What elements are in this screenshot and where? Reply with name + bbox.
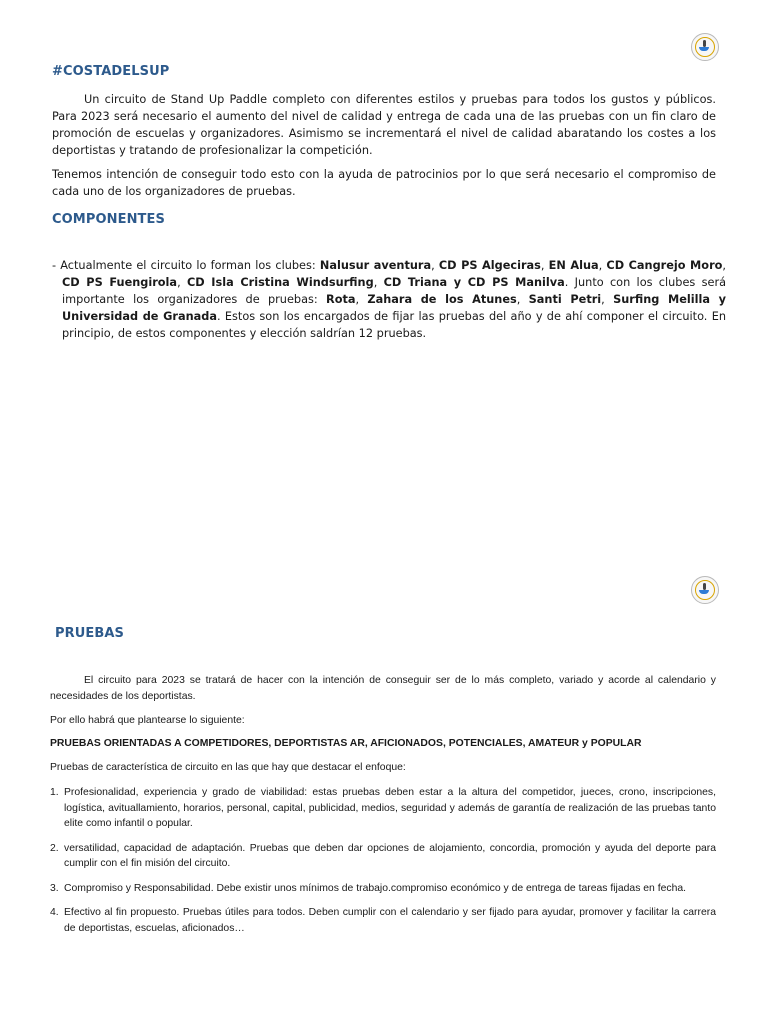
club-name: CD PS Algeciras: [438, 259, 541, 272]
section-heading-pruebas: PRUEBAS: [55, 626, 125, 641]
bullet-text: Actualmente el circuito lo forman los clubes:: [56, 259, 320, 272]
club-name: CD PS Fuengirola: [62, 276, 178, 289]
separator: ,: [601, 293, 614, 306]
logo-paddler-icon: [703, 583, 706, 590]
organizer-name: Santi Petri: [528, 293, 602, 306]
separator: ,: [373, 276, 384, 289]
club-name: CD Triana y CD PS Manilva: [383, 276, 565, 289]
list-item-text: Profesionalidad, experiencia y grado de viabilidad: estas pruebas deben estar a la altura del competidor, jueces, crono, inscripciones, logística, avituallamiento, horarios, personal, capital, publicidad, medios, seguridad y además de garantía de realización de las pruebas tanto elite como infantil o popular.: [64, 787, 716, 829]
section-heading-costadelsup: #COSTADELSUP: [52, 64, 170, 79]
club-name: CD Cangrejo Moro: [606, 259, 723, 272]
list-number: 2.: [50, 842, 59, 854]
enfoque-list: [50, 785, 716, 945]
components-bullet: [52, 257, 726, 342]
separator: ,: [722, 259, 726, 272]
separator: ,: [540, 259, 549, 272]
organizer-name: Surfing Melilla y Universidad de Granada: [62, 293, 727, 323]
list-item: [50, 785, 716, 832]
list-item-text: Efectivo al fin propuesto. Pruebas útiles para todos. Deben cumplir con el calendario y ser fijado para ayudar, promover y facilitar la carrera de deportistas, escuelas, aficionados…: [64, 907, 716, 934]
list-number: 4.: [50, 907, 59, 918]
separator: ,: [431, 259, 439, 272]
club-name: Nalusur aventura: [319, 259, 432, 272]
list-item-text: Compromiso y Responsabilidad. Debe existir unos mínimos de trabajo.compromiso económico y de entrega de tareas fijadas en fecha.: [64, 882, 687, 894]
list-item: [50, 905, 716, 936]
separator: ,: [177, 276, 187, 289]
pruebas-orientadas-heading: PRUEBAS ORIENTADAS A COMPETIDORES, DEPORTISTAS AR, AFICIONADOS, POTENCIALES, AMATEUR y POPULAR: [50, 738, 642, 749]
club-name: CD Isla Cristina Windsurfing: [186, 276, 374, 289]
organizer-name: Rota: [326, 293, 356, 306]
document-page-2: [0, 560, 768, 1024]
section-heading-componentes: COMPONENTES: [52, 212, 165, 227]
logo-paddler-icon: [703, 40, 706, 47]
bullet-dash: -: [52, 259, 57, 272]
separator: ,: [516, 293, 529, 306]
bullet-text: . Estos son los encargados de fijar las pruebas del año y de ahí componer el circuito. En principio, de estos componentes y elección saldrían 12 pruebas.: [62, 310, 726, 340]
list-number: 1.: [50, 787, 59, 798]
costa-del-sup-logo: [691, 33, 719, 61]
pruebas-paragraph-1: El circuito para 2023 se tratará de hacer con la intención de conseguir ser de lo más completo, variado y acorde al calendario y necesidades de los deportistas.: [50, 675, 716, 702]
pruebas-paragraph-2: Por ello habrá que plantearse lo siguiente:: [50, 715, 245, 726]
bullet-text: . Junto con los clubes será importante los organizadores de pruebas:: [62, 276, 727, 306]
separator: ,: [355, 293, 368, 306]
club-name: EN Alua: [548, 259, 599, 272]
organizer-name: Zahara de los Atunes: [367, 293, 517, 306]
list-item: [50, 881, 716, 897]
pruebas-paragraph-3: Pruebas de característica de circuito en las que hay que destacar el enfoque:: [50, 762, 406, 773]
intro-paragraph-1: Un circuito de Stand Up Paddle completo con diferentes estilos y pruebas para todos los gustos y públicos. Para 2023 será necesario el aumento del nivel de calidad y entrega de cada una de las pruebas con un fin claro de promoción de escuelas y organizadores. Asimismo se incrementará el nivel de calidad abaratando los costes a los deportistas y tratando de profesionalizar la competición.: [52, 93, 716, 157]
costa-del-sup-logo: [691, 576, 719, 604]
list-item-text: versatilidad, capacidad de adaptación. Pruebas que deben dar opciones de alojamiento, concordia, promoción y ayuda del deporte para cumplir con el fin misión del circuito.: [64, 842, 716, 869]
separator: ,: [598, 259, 607, 272]
list-number: 3.: [50, 882, 59, 894]
list-item: [50, 841, 716, 872]
intro-paragraph-2: Tenemos intención de conseguir todo esto con la ayuda de patrocinios por lo que será necesario el compromiso de cada uno de los organizadores de pruebas.: [52, 168, 716, 198]
